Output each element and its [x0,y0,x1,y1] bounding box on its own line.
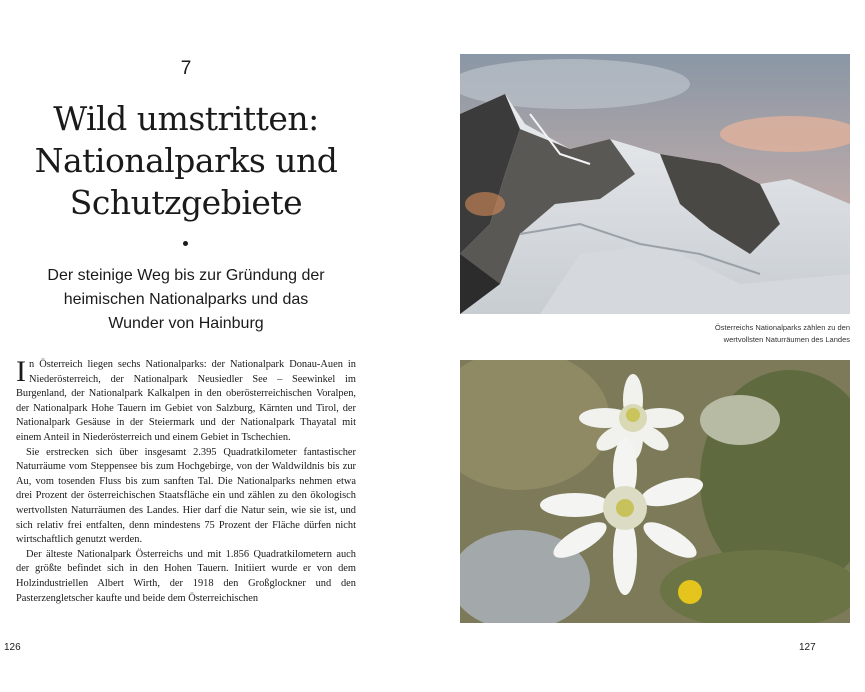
chapter-title [0,98,372,224]
photo-caption [632,322,850,346]
chapter-subtitle [12,264,360,336]
body-text [16,355,356,606]
yellow-flower [678,580,702,604]
edelweiss-flowers-photo [460,360,850,623]
page-number-right: 127 [799,642,816,653]
edelweiss-image [460,360,850,623]
drop-cap: I [16,355,26,388]
caption-line: Österreichs Nationalparks zählen zu den [714,323,850,332]
paragraph [16,355,356,446]
paragraph-text: n Österreich liegen sechs Nationalparks: der Nationalpark Donau-Auen in Niederösterreich, der Nationalpark Neusiedler See – Seewinkel im Burgenland, der Nationalpark Kalkalpen in den oberösterreichischen Voralpen, der Nationalpark Hohe Tauern im Gebiet von Salzburg, Kärnten und Tirol, der Nationalpark Gesäuse in der Steiermark und der Nationalpark Thayatal mit einem Anteil in Niederösterreich und einem Gebiet in Tschechien. [16,359,356,443]
chapter-number: 7 [180,58,192,79]
left-page [0,0,432,692]
right-page [432,0,865,692]
page-number-left: 126 [4,642,21,653]
mountain-glacier-image [460,54,850,314]
paragraph: Sie erstrecken sich über insgesamt 2.395 Quadratkilometer fantastischer Naturräume vom Steppensee bis zum Hochgebirge, von der Waldwildnis bis zur Au, vom tosenden Fluss bis zum sanften Tal. Die Nationalparks nehmen etwa drei Prozent der österreichischen Staatsfläche ein und zählen zu den ökologisch wertvollsten Naturräumen des Landes. Hier darf die Natur sein, wie sie ist, und sich relativ frei entfalten, denn mindestens 75 Prozent der Fläche dürfen nicht wirtschaftlich genutzt werden. [16,446,356,546]
paragraph: Der älteste Nationalpark Österreichs und mit 1.856 Quadratkilometern auch der größte befindet sich in den Hohen Tauern. Initiiert wurde er von dem Holzindustriellen Albert Wirth, der 1918 den Großglockner und den Pasterzengletscher kaufte und beide dem Österreichischen [16,548,356,604]
title-separator-dot [183,241,188,246]
caption-line: wertvollsten Naturräumen des Landes [723,335,850,344]
chapter-title-line: Schutzgebiete [69,183,303,222]
subtitle-line: Wunder von Hainburg [108,315,264,332]
chapter-title-line: Wild umstritten: [53,99,319,138]
subtitle-line: Der steinige Weg bis zur Gründung der [47,267,325,284]
mountain-glacier-photo [460,54,850,314]
chapter-title-line: Nationalparks und [34,141,338,180]
subtitle-line: heimischen Nationalparks und das [63,291,309,308]
